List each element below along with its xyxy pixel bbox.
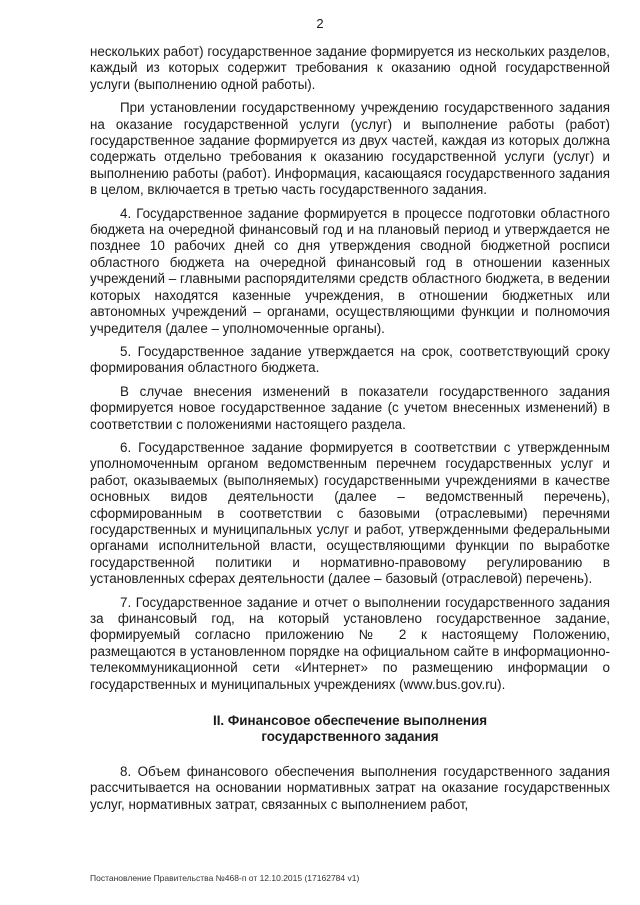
paragraph-changes: В случае внесения изменений в показатели государственного задания формируется новое государственное задание (с учетом внесенных изменений) в соответствии с положениями настоящего раздела. bbox=[90, 383, 610, 432]
paragraph-two-part-assignment: При установлении государственному учреждению государственного задания на оказание государственной услуги (услуг) и выполнение работы (работ) государственное задание формируется из двух частей, каждая из которых должна содержать отдельно требования к оказанию государственной услуги (услуг) и выполнению работы (работ). Информация, касающаяся государственного задания в целом, включается в третью часть государственного задания. bbox=[90, 100, 610, 198]
section-heading-line-2: государственного задания bbox=[261, 729, 439, 745]
paragraph-item-4: 4. Государственное задание формируется в процессе подготовки областного бюджета на очередной финансовый год и на плановый период и утверждается не позднее 10 рабочих дней со дня утверждения сводной бюджетной росписи областного бюджета на очередной финансовый год в отношении казенных учреждений – главными распорядителями средств областного бюджета, в ведении которых находятся казенные учреждения, в отношении бюджетных или автономных учреждений – органами, осуществляющими функции и полномочия учредителя (далее – уполномоченные органы). bbox=[90, 205, 610, 336]
paragraph-item-5: 5. Государственное задание утверждается на срок, соответствующий сроку формирования областного бюджета. bbox=[90, 343, 610, 376]
paragraph-item-8: 8. Объем финансового обеспечения выполнения государственного задания рассчитывается на основании нормативных затрат на оказание государственных услуг, нормативных затрат, связанных с выполнением работ, bbox=[90, 763, 610, 812]
document-footer: Постановление Правительства №468-п от 12.10.2015 (17162784 v1) bbox=[90, 873, 360, 883]
paragraph-item-6: 6. Государственное задание формируется в соответствии с утвержденным уполномоченным органом ведомственным перечнем государственных услуг и работ, оказываемых (выполняемых) государственными учреждениями в качестве основных видов деятельности (далее – ведомственный перечень), сформированным в соответствии с базовыми (отраслевыми) перечнями государственных и муниципальных услуг и работ, утвержденными федеральными органами исполнительной власти, осуществляющими функции по выработке государственной политики и нормативно-правовому регулированию в установленных сферах деятельности (далее – базовый (отраслевой) перечень). bbox=[90, 439, 610, 587]
paragraph-item-7: 7. Государственное задание и отчет о выполнении государственного задания за финансовый год, на который установлено государственное задание, формируемый согласно приложению № 2 к настоящему Положению, размещаются в установленном порядке на официальном сайте в информационно-телекоммуникационной сети «Интернет» по размещению информации о государственных и муниципальных учреждениях (www.bus.gov.ru). bbox=[90, 594, 610, 692]
document-body bbox=[90, 44, 610, 820]
section-heading bbox=[90, 713, 610, 746]
page-number: 2 bbox=[316, 16, 324, 31]
paragraph-continuation: нескольких работ) государственное задание формируется из нескольких разделов, каждый из которых содержит требования к оказанию одной государственной услуги (выполнению одной работы). bbox=[90, 44, 610, 92]
section-heading-line-1: II. Финансовое обеспечение выполнения bbox=[212, 713, 488, 729]
